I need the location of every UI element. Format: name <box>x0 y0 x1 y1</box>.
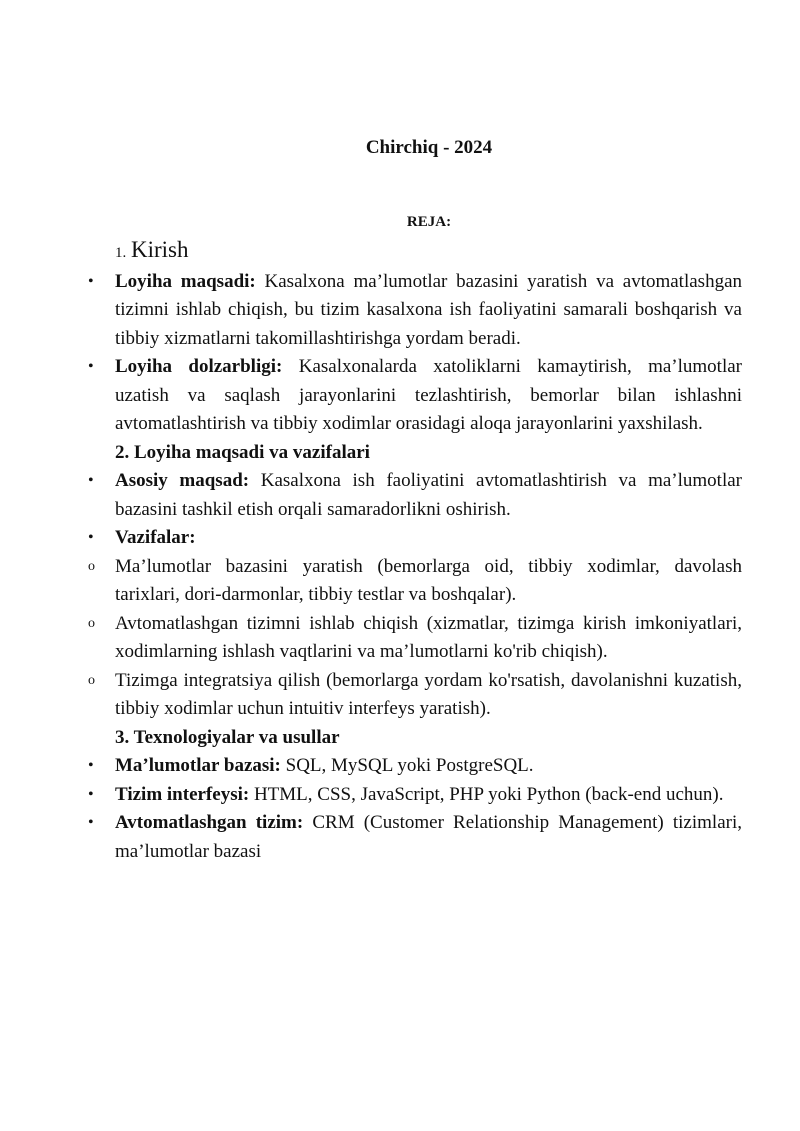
bullet-icon: • <box>88 472 94 489</box>
bullet-icon: • <box>88 358 94 375</box>
item-label: Loyiha dolzarbligi: <box>115 356 283 377</box>
section-title: Kirish <box>131 237 189 262</box>
item-text: SQL, MySQL yoki PostgreSQL. <box>285 755 534 776</box>
circle-bullet-icon: o <box>88 615 95 631</box>
item-label: Asosiy maqsad: <box>115 470 250 491</box>
bullet-icon: • <box>88 785 94 803</box>
list-item-database <box>88 752 742 781</box>
item-label: Tizim interfeysi: <box>115 783 250 805</box>
section-number: 1. <box>115 245 127 261</box>
list-item-task <box>88 667 742 724</box>
circle-bullet-icon: o <box>88 672 95 688</box>
list-item-main-goal <box>88 467 742 524</box>
item-label: Ma’lumotlar bazasi: <box>115 755 281 776</box>
list-item-tasks <box>88 524 742 553</box>
section-heading-tech: 3. Texnologiyalar va usullar <box>115 726 340 748</box>
city-year: Chirchiq - 2024 <box>365 137 493 158</box>
item-text: Tizimga integratsiya qilish (bemorlarga yordam ko'rsatish, davolanishni kuzatish, tibbiy xodimlar uchun intuitiv interfeys yaratish). <box>115 669 742 719</box>
list-item-project-goal <box>88 268 743 354</box>
plan-title: REJA: <box>406 214 452 230</box>
item-text: Ma’lumotlar bazasini yaratish (bemorlarga oid, tibbiy xodimlar, davolash tarixlari, dori-darmonlar, tibbiy testlar va boshqalar). <box>115 555 742 605</box>
item-label: Avtomatlashgan tizim: <box>115 812 304 833</box>
bullet-icon: • <box>88 814 94 831</box>
document-body <box>88 236 743 866</box>
bullet-icon: • <box>88 272 94 290</box>
bullet-icon: • <box>88 757 94 774</box>
item-text: Avtomatlashgan tizimni ishlab chiqish (xizmatlar, tizimga kirish imkoniyatlari, xodimlarning ishlash vaqtlarini va ma’lumotlarni ko'rib chiqish). <box>115 612 742 662</box>
list-item-project-relevance <box>88 353 742 439</box>
item-label: Vazifalar: <box>115 527 196 548</box>
list-item-task <box>88 553 742 610</box>
item-text: Kasalxonalarda xatoliklarni kamaytirish, ma’lumotlar uzatish va saqlash jarayonlarini tezlashtirish, bemorlar bilan ishlashni avtomatlashtirish va tibbiy xodimlar orasidagi aloqa jarayonlarini yaxshilash. <box>115 356 742 434</box>
item-text: Kasalxona ma’lumotlar bazasini yaratish va avtomatlashgan tizimni ishlab chiqish, bu tizim kasalxona ish faoliyatini samarali boshqarish va tibbiy xizmatlarni takomillashtirishga yordam beradi. <box>115 270 743 349</box>
item-label: Loyiha maqsadi: <box>115 270 256 292</box>
section-heading-intro <box>115 236 742 268</box>
item-text: HTML, CSS, JavaScript, PHP yoki Python (back-end uchun). <box>253 783 724 805</box>
bullet-icon: • <box>88 529 94 546</box>
item-text: Kasalxona ish faoliyatini avtomatlashtirish va ma’lumotlar bazasini tashkil etish orqali samaradorlikni oshirish. <box>115 470 742 520</box>
circle-bullet-icon: o <box>88 558 95 574</box>
list-item-task <box>88 610 742 667</box>
list-item-automated-system <box>88 809 742 866</box>
list-item-interface <box>88 781 742 810</box>
item-text: CRM (Customer Relationship Management) tizimlari, ma’lumotlar bazasi <box>115 812 742 862</box>
section-heading-goals: 2. Loyiha maqsadi va vazifalari <box>115 441 370 463</box>
